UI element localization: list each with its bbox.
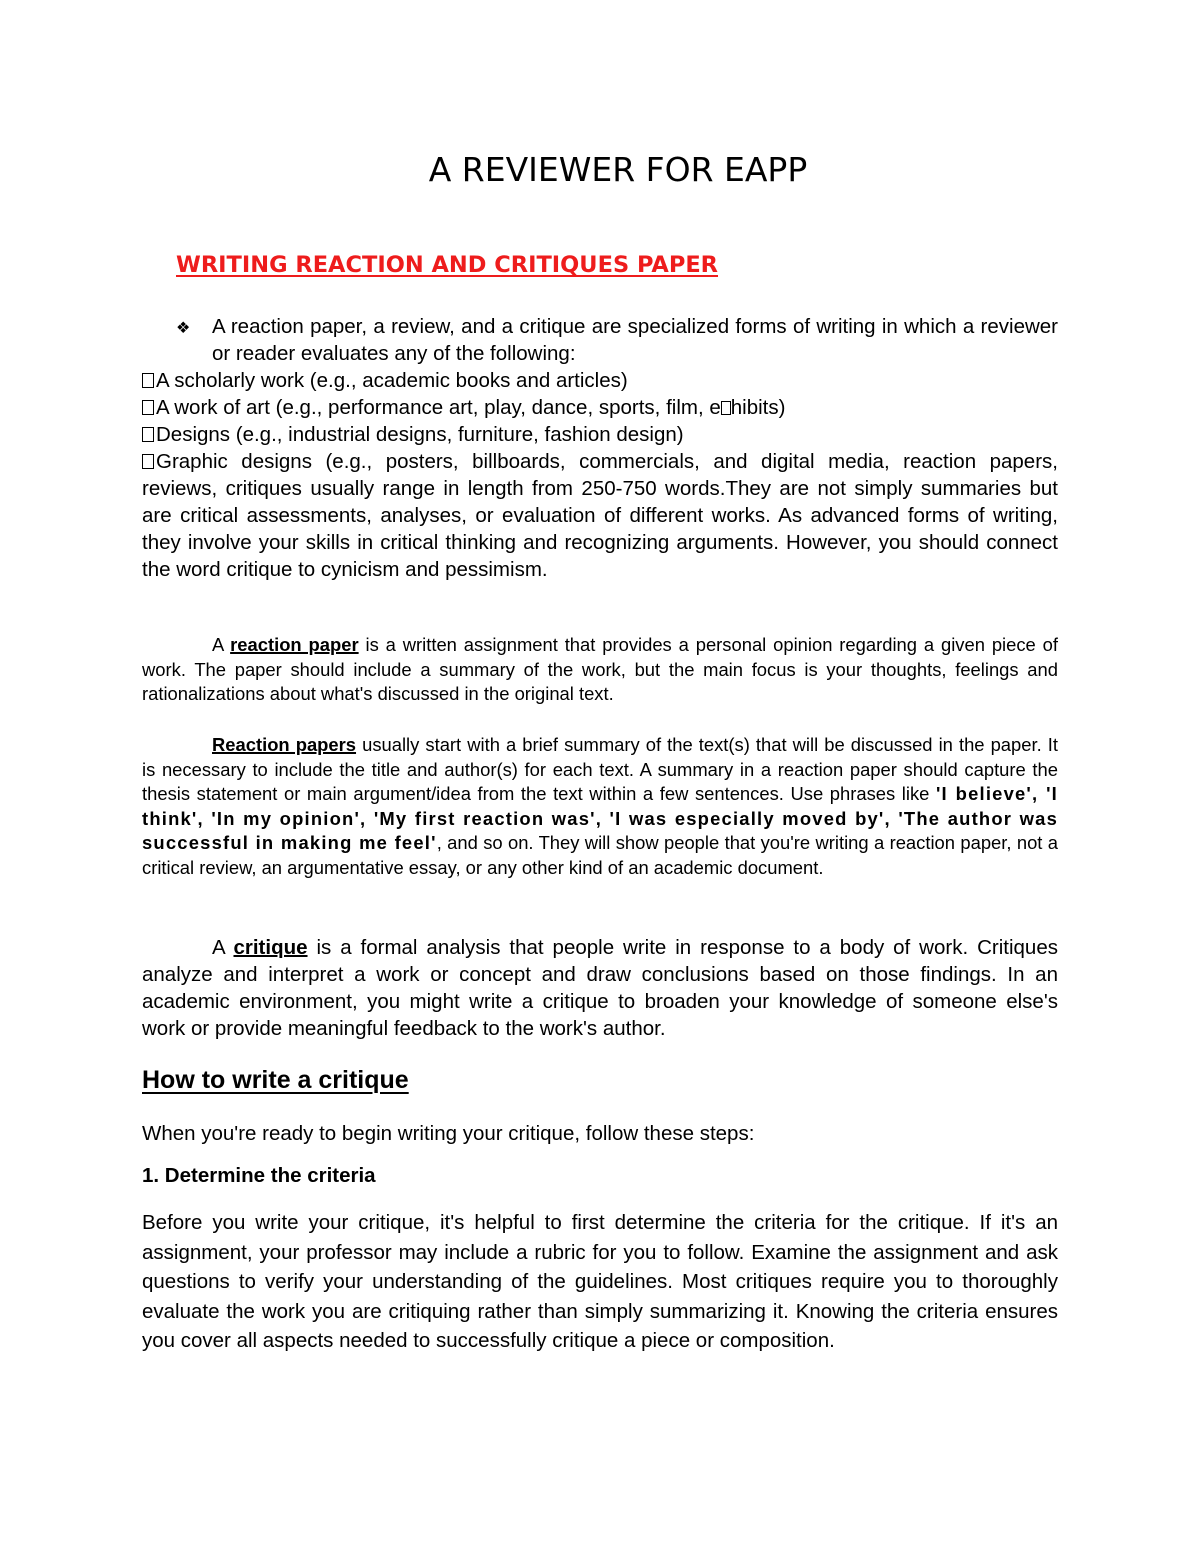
step-1-heading: 1. Determine the criteria — [142, 1164, 376, 1187]
missing-glyph-box-icon — [721, 401, 731, 415]
missing-glyph-box-icon — [142, 454, 154, 469]
document-title: A REVIEWER FOR EAPP — [428, 150, 808, 189]
list-item — [142, 448, 1058, 583]
example-phrases: 'I believe', 'I think', 'In my opinion', 'My first reaction was', 'I was especially moved by', 'The author was successful in making me feel' — [142, 783, 1058, 854]
diamond-bullet-icon: ❖ — [176, 320, 191, 337]
list-item-text: A work of art (e.g., performance art, play, dance, sports, film, e — [156, 396, 721, 419]
paragraph-text: is a written assignment that provides a personal opinion regarding a given piece of work. The paper should include a summary of the work, but the main focus is your thoughts, feelings and rationalizations about what's discussed in the original text. — [142, 634, 1058, 705]
list-item — [142, 394, 1058, 421]
step-1-paragraph: Before you write your critique, it's helpful to first determine the criteria for the critique. If it's an assignment, your professor may include a rubric for you to follow. Examine the assignment and ask questions to verify your understanding of the guidelines. Most critiques require you to thoroughly evaluate the work you are critiquing rather than simply summarizing it. Knowing the criteria ensures you cover all aspects needed to successfully critique a piece or composition. — [142, 1211, 1058, 1353]
paragraph-lead: A — [212, 936, 234, 959]
list-item — [142, 367, 1058, 394]
bullet-text: A reaction paper, a review, and a critique are specialized forms of writing in which a reviewer or reader evaluates any of the following: — [212, 315, 1058, 365]
missing-glyph-box-icon — [142, 400, 154, 415]
term-reaction-papers: Reaction papers — [212, 734, 357, 755]
list-item-text-tail: hibits) — [730, 396, 786, 419]
term-critique: critique — [233, 936, 308, 959]
paragraph-text-end: , and so on. They will show people that you're writing a reaction paper, not a critical review, an argumentative essay, or any other kind of an academic document. — [142, 832, 1058, 878]
missing-glyph-box-icon — [142, 373, 154, 388]
reaction-paper-paragraph — [142, 633, 1058, 707]
missing-glyph-box-icon — [142, 427, 154, 442]
section-heading: WRITING REACTION AND CRITIQUES PAPER — [176, 252, 719, 278]
list-item-text: Designs (e.g., industrial designs, furniture, fashion design) — [156, 423, 684, 446]
how-to-heading: How to write a critique — [142, 1066, 409, 1094]
bullet-paragraph — [142, 313, 1058, 367]
paragraph-lead: A — [212, 634, 231, 655]
reaction-papers-paragraph — [142, 733, 1058, 881]
term-reaction-paper: reaction paper — [230, 634, 359, 655]
paragraph-text: is a formal analysis that people write in response to a body of work. Critiques analyze and interpret a work or concept and draw conclusions based on those findings. In an academic environment, you might write a critique to broaden your knowledge of someone else's work or provide meaningful feedback to the work's author. — [142, 936, 1058, 1040]
critique-paragraph — [142, 934, 1058, 1042]
how-to-intro: When you're ready to begin writing your critique, follow these steps: — [142, 1122, 755, 1145]
list-item — [142, 421, 1058, 448]
list-item-text: A scholarly work (e.g., academic books and articles) — [156, 369, 628, 392]
paragraph-text: usually start with a brief summary of the text(s) that will be discussed in the paper. It is necessary to include the title and author(s) for each text. A summary in a reaction paper should capture the thesis statement or main argument/idea from the text within a few sentences. Use phrases like — [142, 734, 1058, 805]
bullet-block — [142, 313, 1058, 583]
list-item-text: Graphic designs (e.g., posters, billboards, commercials, and digital media, reaction papers, reviews, critiques usually range in length from 250-750 words.They are not simply summaries but are critical assessments, analyses, or evaluation of different works. As advanced forms of writing, they involve your skills in critical thinking and recognizing arguments. However, you should connect the word critique to cynicism and pessimism. — [142, 450, 1058, 581]
